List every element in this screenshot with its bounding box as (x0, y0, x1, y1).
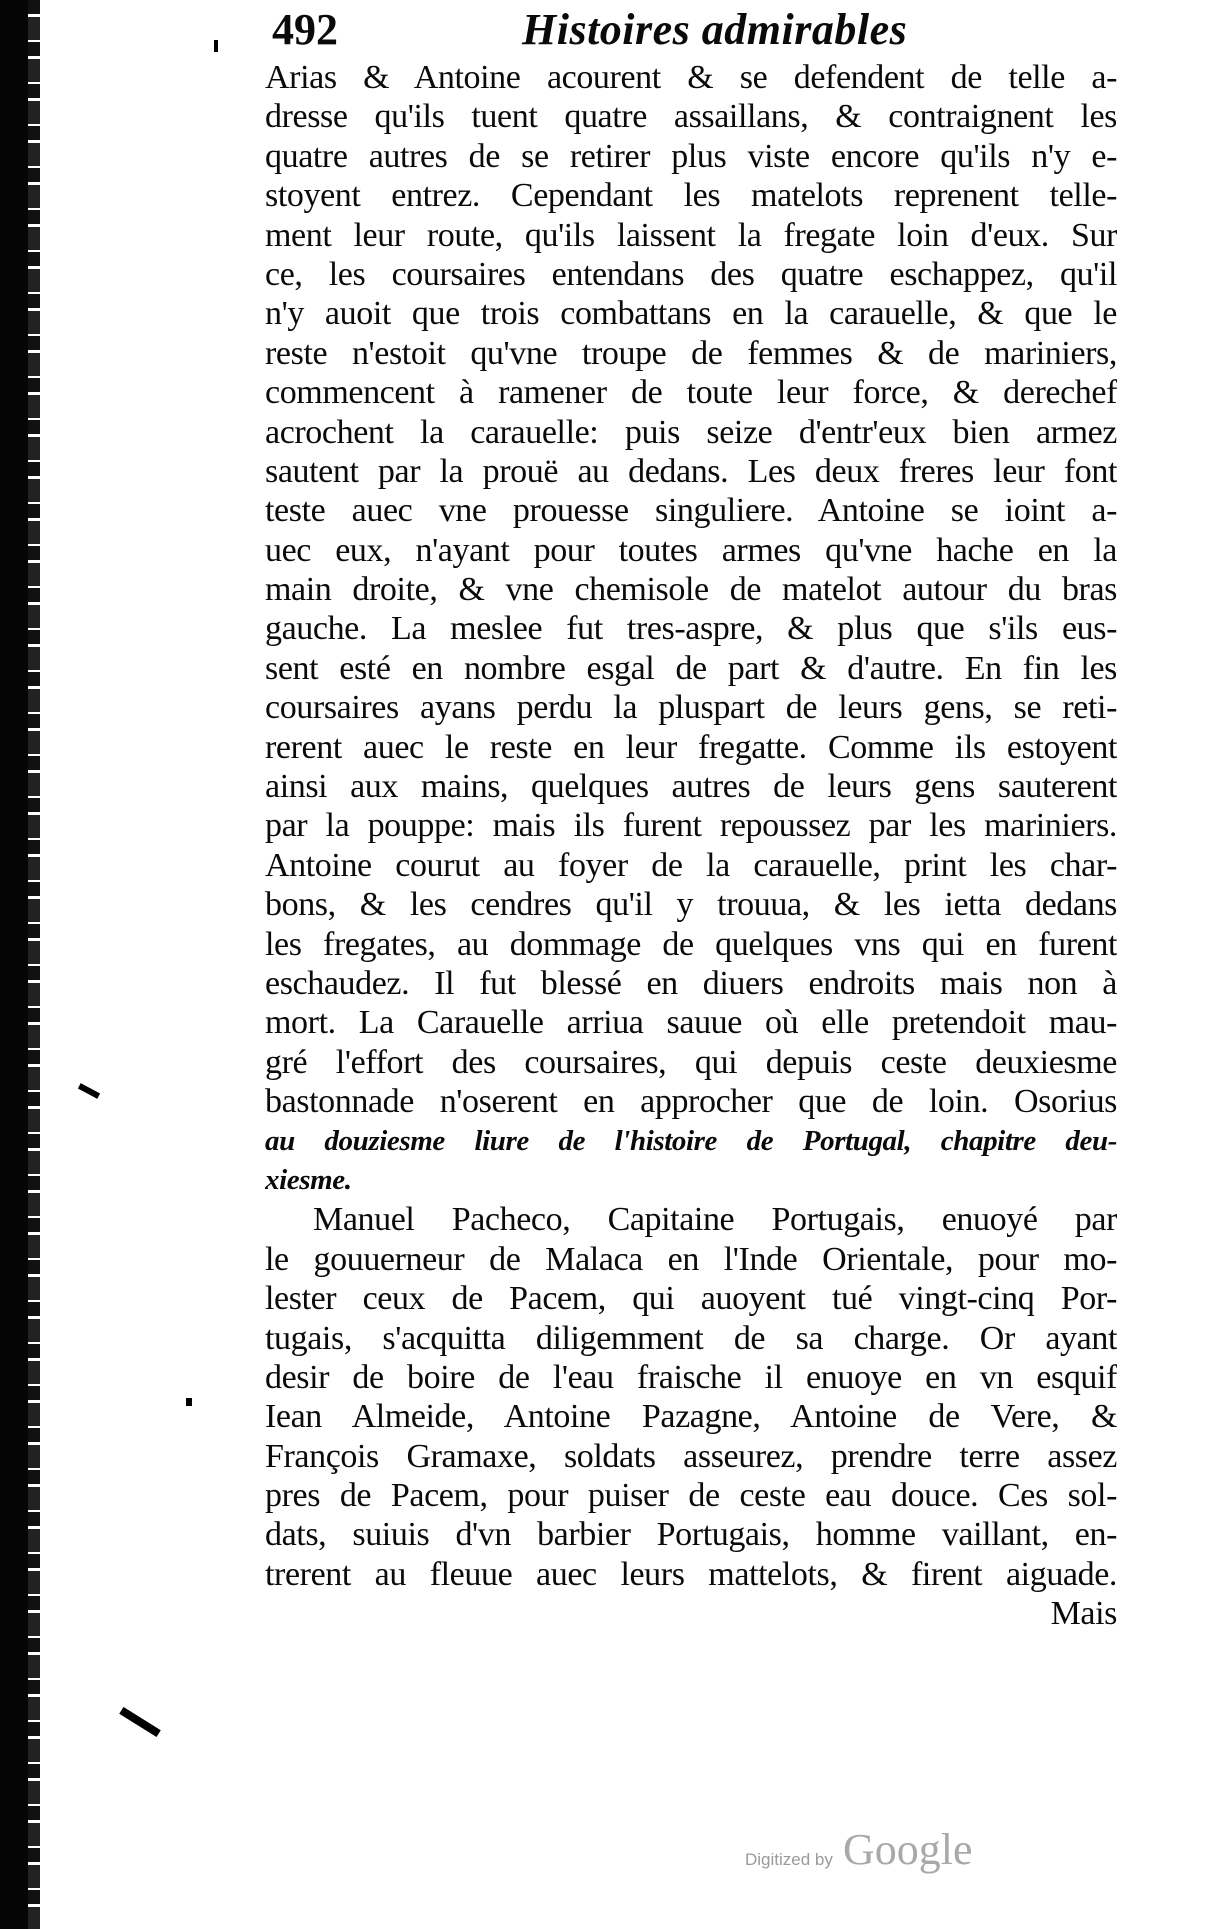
text-line: coursaires ayans perdu la pluspart de leurs gens, se reti- (265, 689, 1117, 727)
scan-speck (186, 1398, 192, 1406)
text-line: gauche. La meslee fut tres-aspre, & plus que s'ils eus- (265, 610, 1117, 648)
text-line: acrochent la carauelle: puis seize d'entr'eux bien armez (265, 413, 1117, 451)
text-line: pres de Pacem, pour puiser de ceste eau douce. Ces sol- (265, 1477, 1117, 1515)
text-line: commencent à ramener de toute leur force, & derechef (265, 374, 1117, 412)
text-line: mort. La Carauelle arriua sauue où elle pretendoit mau- (265, 1004, 1117, 1042)
catchword: Mais (1050, 1595, 1117, 1633)
digitized-watermark (745, 1824, 1005, 1884)
watermark-caption: Digitized by (745, 1850, 833, 1869)
citation-line: xiesme. (265, 1163, 352, 1196)
text-line: Iean Almeide, Antoine Pazagne, Antoine de Vere, & (265, 1398, 1117, 1436)
running-title: Histoires admirables (522, 5, 908, 54)
text-line: Arias & Antoine acourent & se defendent de telle a- (265, 59, 1117, 96)
text-line: dresse qu'ils tuent quatre assaillans, & contraignent les (265, 98, 1117, 136)
text-line: stoyent entrez. Cependant les matelots reprenent telle- (265, 177, 1117, 215)
text-line: uec eux, n'ayant pour toutes armes qu'vne hache en la (265, 531, 1117, 569)
text-line: n'y auoit que trois combattans en la carauelle, & que le (265, 295, 1117, 333)
scan-speck (214, 40, 218, 52)
text-line: rerent auec le reste en leur fregatte. Comme ils estoyent (265, 728, 1117, 766)
text-line: bons, & les cendres qu'il y trouua, & les ietta dedans (265, 886, 1117, 924)
text-line: ce, les coursaires entendans des quatre eschappez, qu'il (265, 255, 1117, 293)
google-logo: Google (843, 1825, 973, 1874)
text-line: les fregates, au dommage de quelques vns qui en furent (265, 925, 1117, 963)
text-line: desir de boire de l'eau fraische il enuoye en vn esquif (265, 1358, 1117, 1396)
text-line: teste auec vne prouesse singuliere. Antoine se ioint a- (265, 492, 1117, 530)
body-text (265, 58, 1117, 1634)
text-line: trerent au fleuue auec leurs mattelots, & firent aiguade. (265, 1555, 1117, 1593)
text-line: sent esté en nombre esgal de part & d'autre. En fin les (265, 649, 1117, 687)
text-line: Antoine courut au foyer de la carauelle, print les char- (265, 846, 1117, 884)
scan-speck (78, 1083, 100, 1099)
text-line: ment leur route, qu'ils laissent la fregate loin d'eux. Sur (265, 216, 1117, 254)
text-line: dats, suiuis d'vn barbier Portugais, homme vaillant, en- (265, 1516, 1117, 1554)
text-line: gré l'effort des coursaires, qui depuis ceste deuxiesme (265, 1043, 1117, 1081)
citation-line: au douziesme liure de l'histoire de Portugal, chapitre deu- (265, 1124, 1117, 1157)
text-line: main droite, & vne chemisole de matelot autour du bras (265, 571, 1117, 609)
text-line: sautent par la prouë au dedans. Les deux freres leur font (265, 452, 1117, 490)
text-line: François Gramaxe, soldats asseurez, prendre terre assez (265, 1437, 1117, 1475)
text-line: reste n'estoit qu'vne troupe de femmes & de mariniers, (265, 334, 1117, 372)
text-line: quatre autres de se retirer plus viste encore qu'ils n'y e- (265, 137, 1117, 175)
text-line: tugais, s'acquitta diligemment de sa charge. Or ayant (265, 1319, 1117, 1357)
text-line: le gouuerneur de Malaca en l'Inde Orientale, pour mo- (265, 1240, 1117, 1278)
text-line: par la pouppe: mais ils furent repoussez par les mariniers. (265, 807, 1117, 845)
text-line: Manuel Pacheco, Capitaine Portugais, enuoyé par (313, 1201, 1117, 1239)
text-line: lester ceux de Pacem, qui auoyent tué vingt-cinq Por- (265, 1280, 1117, 1318)
binding-edge (0, 0, 30, 1929)
text-line: eschaudez. Il fut blessé en diuers endroits mais non à (265, 964, 1117, 1002)
text-line: ainsi aux mains, quelques autres de leurs gens sauterent (265, 768, 1117, 806)
scan-speck (119, 1707, 161, 1737)
text-line: bastonnade n'oserent en approcher que de loin. Osorius (265, 1083, 1117, 1121)
page-number: 492 (272, 5, 338, 54)
running-head (260, 4, 1120, 54)
